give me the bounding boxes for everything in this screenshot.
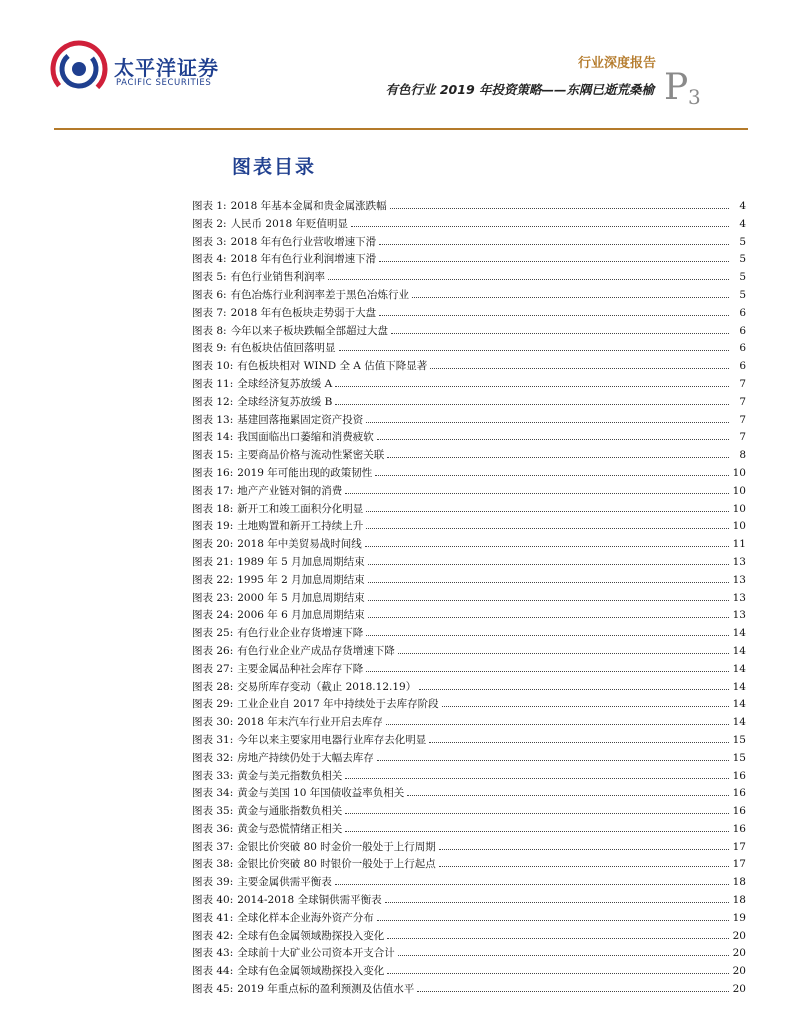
toc-entry-label: 图表 32: [192, 751, 234, 764]
toc-entry[interactable] [192, 819, 746, 837]
toc-entry-page: 20 [732, 929, 746, 942]
toc-entry[interactable] [192, 979, 746, 997]
toc-entry-label: 图表 24: [192, 609, 234, 622]
toc-entry-label: 图表 18: [192, 502, 234, 515]
toc-entry-page: 10 [732, 502, 746, 515]
toc-entry[interactable] [192, 374, 746, 392]
toc-entry[interactable] [192, 499, 746, 517]
toc-entry-label: 图表 17: [192, 484, 234, 497]
toc-entry-label: 图表 8: [192, 324, 227, 337]
toc-entry[interactable] [192, 356, 746, 374]
toc-entry-page: 20 [732, 965, 746, 978]
toc-entry-leader [379, 249, 729, 262]
toc-entry-label: 图表 30: [192, 716, 234, 729]
toc-entry-leader [387, 445, 729, 458]
report-type: 行业深度报告 [577, 56, 656, 71]
toc-entry-text: 2018 年有色板块走势弱于大盘 [230, 306, 377, 319]
toc-entry-page: 11 [732, 538, 746, 551]
toc-entry-label: 图表 43: [192, 947, 234, 960]
toc-entry-leader [412, 285, 729, 298]
toc-entry-page: 20 [732, 947, 746, 960]
toc-entry-page: 10 [732, 520, 746, 533]
toc-entry-text: 有色行业企业产成品存货增速下降 [237, 644, 395, 657]
toc-entry-label: 图表 26: [192, 644, 234, 657]
toc-entry-text: 有色板块相对 WIND 全 A 估值下降显著 [237, 360, 428, 373]
toc-entry-leader [368, 570, 729, 583]
toc-entry-text: 地产产业链对铜的消费 [237, 484, 343, 497]
toc-entry-page: 14 [732, 644, 746, 657]
toc-entry-leader [379, 303, 729, 316]
toc-entry-leader [439, 854, 729, 867]
toc-entry-text: 交易所库存变动（截止 2018.12.19） [237, 680, 417, 693]
toc-entry-text: 基建回落拖累固定资产投资 [237, 413, 364, 426]
toc-entry-text: 黄金与美国 10 年国债收益率负相关 [237, 787, 405, 800]
toc-entry-leader [366, 623, 729, 636]
toc-entry-leader [368, 588, 729, 601]
toc-entry-text: 2018 年末汽车行业开启去库存 [237, 716, 383, 729]
toc-entry-text: 2019 年重点标的盈利预测及估值水平 [237, 983, 415, 996]
toc-entry-label: 图表 20: [192, 538, 234, 551]
toc-entry-leader [345, 801, 729, 814]
toc-entry[interactable] [192, 321, 746, 339]
toc-entry-label: 图表 42: [192, 929, 234, 942]
toc-entry-text: 有色板块估值回落明显 [230, 342, 336, 355]
toc-entry-page: 7 [739, 395, 746, 408]
toc-entry[interactable] [192, 267, 746, 285]
toc-entry-label: 图表 12: [192, 395, 234, 408]
toc-entry-page: 14 [732, 662, 746, 675]
toc-entry-text: 黄金与恐慌情绪正相关 [237, 822, 343, 835]
toc-entry-label: 图表 19: [192, 520, 234, 533]
toc-entry-leader [339, 338, 729, 351]
header-divider [54, 128, 748, 130]
toc-entry-text: 全球经济复苏放缓 A [237, 377, 333, 390]
toc-entry-text: 1989 年 5 月加息周期结束 [237, 555, 365, 568]
toc-entry-page: 13 [732, 555, 746, 568]
toc-entry-text: 新开工和竣工面积分化明显 [237, 502, 364, 515]
toc-entry-leader [407, 783, 729, 796]
toc-entry[interactable] [192, 783, 746, 801]
toc-entry-page: 4 [739, 217, 746, 230]
toc-entry-page: 10 [732, 484, 746, 497]
toc-entry-page: 5 [739, 235, 746, 248]
toc-entry-page: 16 [732, 769, 746, 782]
toc-entry-leader [379, 232, 729, 245]
toc-entry-text: 2014-2018 全球铜供需平衡表 [237, 894, 382, 907]
toc-entry-label: 图表 5: [192, 271, 227, 284]
toc-entry-leader [429, 730, 729, 743]
toc-entry-leader [345, 766, 729, 779]
toc-entry[interactable] [192, 730, 746, 748]
toc-entry[interactable] [192, 427, 746, 445]
toc-entry-leader [377, 427, 729, 440]
company-name-en: PACIFIC SECURITIES [116, 78, 212, 88]
toc-entry-text: 2019 年可能出现的政策韧性 [237, 466, 373, 479]
toc-entry[interactable] [192, 285, 746, 303]
toc-entry-text: 房地产持续仍处于大幅去库存 [237, 751, 374, 764]
toc-entry-leader [442, 694, 729, 707]
toc-entry[interactable] [192, 552, 746, 570]
toc-entry[interactable] [192, 659, 746, 677]
toc-entry[interactable] [192, 338, 746, 356]
toc-entry-page: 18 [732, 876, 746, 889]
toc-entry-page: 14 [732, 716, 746, 729]
toc-entry-leader [366, 659, 729, 672]
toc-entry[interactable] [192, 677, 746, 695]
toc-entry-label: 图表 7: [192, 306, 227, 319]
toc-entry-leader [398, 943, 729, 956]
toc-entry-label: 图表 40: [192, 894, 234, 907]
toc-entry-label: 图表 44: [192, 965, 234, 978]
toc-entry-page: 7 [739, 377, 746, 390]
toc-entry-leader [335, 374, 729, 387]
toc-entry-page: 13 [732, 609, 746, 622]
toc-entry-text: 2006 年 6 月加息周期结束 [237, 609, 365, 622]
toc-entry-page: 8 [739, 449, 746, 462]
toc-entry-leader [391, 321, 729, 334]
toc-list [192, 196, 746, 997]
toc-entry-leader [345, 481, 729, 494]
toc-entry-label: 图表 11: [192, 377, 234, 390]
toc-entry-label: 图表 45: [192, 983, 234, 996]
toc-entry-page: 16 [732, 822, 746, 835]
toc-entry-leader [366, 516, 729, 529]
company-name-cn: 太平洋证券 [114, 56, 219, 80]
toc-entry-text: 有色行业销售利润率 [230, 271, 326, 284]
toc-entry-label: 图表 2: [192, 217, 227, 230]
toc-entry[interactable] [192, 249, 746, 267]
toc-entry[interactable] [192, 926, 746, 944]
toc-entry-page: 17 [732, 858, 746, 871]
toc-entry-page: 16 [732, 787, 746, 800]
toc-entry-leader [430, 356, 729, 369]
toc-entry-label: 图表 27: [192, 662, 234, 675]
toc-entry[interactable] [192, 623, 746, 641]
toc-entry-label: 图表 38: [192, 858, 234, 871]
toc-entry-leader [368, 605, 729, 618]
toc-entry-label: 图表 34: [192, 787, 234, 800]
toc-entry-text: 2018 年有色行业营收增速下滑 [230, 235, 377, 248]
toc-entry[interactable] [192, 712, 746, 730]
company-logo [50, 40, 230, 100]
toc-entry-label: 图表 22: [192, 573, 234, 586]
toc-entry-label: 图表 6: [192, 288, 227, 301]
toc-entry-leader [335, 872, 729, 885]
toc-title: 图表目录 [232, 156, 317, 178]
toc-entry-label: 图表 36: [192, 822, 234, 835]
toc-entry[interactable] [192, 748, 746, 766]
toc-entry-page: 13 [732, 591, 746, 604]
toc-entry-label: 图表 13: [192, 413, 234, 426]
toc-entry-page: 6 [739, 342, 746, 355]
toc-entry[interactable] [192, 232, 746, 250]
toc-entry-leader [366, 410, 729, 423]
toc-entry-text: 我国面临出口萎缩和消费疲软 [237, 431, 374, 444]
toc-entry-page: 5 [739, 271, 746, 284]
toc-entry-label: 图表 3: [192, 235, 227, 248]
toc-entry[interactable] [192, 694, 746, 712]
toc-entry-text: 有色行业企业存货增速下降 [237, 627, 364, 640]
toc-entry-leader [345, 819, 729, 832]
toc-entry-label: 图表 1: [192, 200, 227, 212]
toc-entry-page: 14 [732, 627, 746, 640]
toc-entry-page: 15 [732, 733, 746, 746]
toc-entry-text: 今年以来主要家用电器行业库存去化明显 [237, 733, 427, 746]
toc-entry-leader [375, 463, 729, 476]
toc-entry-page: 7 [739, 413, 746, 426]
toc-entry[interactable] [192, 214, 746, 232]
toc-entry-leader [351, 214, 729, 227]
toc-entry-text: 有色冶炼行业利润率差于黑色冶炼行业 [230, 288, 410, 301]
toc-entry[interactable] [192, 410, 746, 428]
toc-entry-label: 图表 15: [192, 449, 234, 462]
toc-entry[interactable] [192, 534, 746, 552]
toc-entry-page: 20 [732, 983, 746, 996]
toc-entry-page: 6 [739, 360, 746, 373]
toc-entry-text: 主要金属供需平衡表 [237, 876, 332, 889]
toc-entry-page: 13 [732, 573, 746, 586]
toc-entry-text: 主要金属品种社会库存下降 [237, 662, 364, 675]
toc-entry[interactable] [192, 961, 746, 979]
toc-entry[interactable] [192, 943, 746, 961]
page-number: 3 [688, 85, 701, 109]
toc-entry-label: 图表 23: [192, 591, 234, 604]
toc-entry-label: 图表 25: [192, 627, 234, 640]
toc-entry-label: 图表 37: [192, 840, 234, 853]
toc-entry[interactable] [192, 445, 746, 463]
pacific-securities-logo-icon [50, 40, 108, 98]
toc-entry-leader [368, 552, 729, 565]
toc-entry[interactable] [192, 890, 746, 908]
toc-entry-label: 图表 31: [192, 733, 234, 746]
toc-entry[interactable] [192, 570, 746, 588]
toc-entry[interactable] [192, 766, 746, 784]
toc-entry[interactable] [192, 872, 746, 890]
toc-entry-text: 全球有色金属领域勘探投入变化 [237, 965, 385, 978]
toc-entry-leader [419, 677, 729, 690]
toc-entry-page: 5 [739, 288, 746, 301]
toc-entry-leader [387, 961, 729, 974]
toc-entry-text: 人民币 2018 年贬值明显 [230, 217, 348, 230]
toc-entry-leader [390, 196, 729, 209]
toc-entry-page: 14 [732, 698, 746, 711]
toc-entry-text: 今年以来子板块跌幅全部超过大盘 [230, 324, 389, 337]
toc-entry-page: 4 [739, 200, 746, 212]
toc-entry-page: 6 [739, 324, 746, 337]
toc-entry-page: 7 [739, 431, 746, 444]
toc-entry-text: 土地购置和新开工持续上升 [237, 520, 364, 533]
toc-entry-leader [386, 712, 729, 725]
toc-entry[interactable] [192, 837, 746, 855]
toc-entry-page: 19 [732, 911, 746, 924]
toc-entry[interactable] [192, 392, 746, 410]
toc-entry-leader [366, 499, 729, 512]
toc-entry-text: 2018 年基本金属和贵金属涨跌幅 [230, 200, 387, 212]
toc-entry-text: 主要商品价格与流动性紧密关联 [237, 449, 385, 462]
toc-entry-label: 图表 9: [192, 342, 227, 355]
toc-entry-page: 15 [732, 751, 746, 764]
toc-entry-leader [328, 267, 729, 280]
toc-entry-leader [365, 534, 729, 547]
toc-entry-leader [387, 926, 729, 939]
toc-entry-text: 黄金与通胀指数负相关 [237, 805, 343, 818]
toc-entry-text: 2000 年 5 月加息周期结束 [237, 591, 365, 604]
page-letter: P [664, 67, 689, 108]
toc-entry[interactable] [192, 303, 746, 321]
toc-entry-text: 黄金与美元指数负相关 [237, 769, 343, 782]
toc-entry-text: 全球经济复苏放缓 B [237, 395, 333, 408]
toc-entry-leader [335, 392, 729, 405]
toc-entry-text: 2018 年中美贸易战时间线 [237, 538, 362, 551]
toc-entry[interactable] [192, 481, 746, 499]
toc-entry-page: 10 [732, 466, 746, 479]
toc-entry-text: 全球前十大矿业公司资本开支合计 [237, 947, 395, 960]
toc-entry-page: 17 [732, 840, 746, 853]
toc-entry-page: 6 [739, 306, 746, 319]
toc-entry[interactable] [192, 516, 746, 534]
toc-entry-leader [385, 890, 729, 903]
toc-entry-leader [439, 837, 729, 850]
toc-entry-text: 全球化样本企业海外资产分布 [237, 911, 374, 924]
toc-entry-text: 金银比价突破 80 时金价一般处于上行周期 [237, 840, 436, 853]
toc-entry[interactable] [192, 801, 746, 819]
toc-entry-leader [417, 979, 729, 992]
toc-entry[interactable] [192, 463, 746, 481]
toc-entry-label: 图表 21: [192, 555, 234, 568]
toc-entry-label: 图表 35: [192, 805, 234, 818]
toc-entry-leader [377, 908, 729, 921]
toc-entry[interactable] [192, 588, 746, 606]
toc-entry-text: 1995 年 2 月加息周期结束 [237, 573, 365, 586]
toc-entry-page: 14 [732, 680, 746, 693]
toc-entry[interactable] [192, 641, 746, 659]
toc-entry-label: 图表 41: [192, 911, 234, 924]
toc-entry-text: 工业企业自 2017 年中持续处于去库存阶段 [237, 698, 439, 711]
toc-entry-leader [377, 748, 729, 761]
toc-entry-label: 图表 39: [192, 876, 234, 889]
toc-entry[interactable] [192, 605, 746, 623]
toc-entry-leader [398, 641, 729, 654]
toc-entry-label: 图表 14: [192, 431, 234, 444]
toc-entry-label: 图表 28: [192, 680, 234, 693]
toc-entry-label: 图表 4: [192, 253, 227, 266]
toc-entry-page: 18 [732, 894, 746, 907]
toc-entry-text: 全球有色金属领域勘探投入变化 [237, 929, 385, 942]
toc-entry-label: 图表 10: [192, 360, 234, 373]
toc-entry-label: 图表 16: [192, 466, 234, 479]
toc-entry[interactable] [192, 854, 746, 872]
toc-entry-label: 图表 33: [192, 769, 234, 782]
toc-entry-text: 2018 年有色行业利润增速下滑 [230, 253, 377, 266]
toc-entry[interactable] [192, 908, 746, 926]
toc-entry-page: 16 [732, 805, 746, 818]
toc-entry-page: 5 [739, 253, 746, 266]
toc-entry-text: 金银比价突破 80 时银价一般处于上行起点 [237, 858, 436, 871]
report-title: 有色行业 2019 年投资策略——东隅已逝荒桑榆 [385, 82, 654, 97]
toc-entry-label: 图表 29: [192, 698, 234, 711]
toc-entry[interactable] [192, 196, 746, 214]
